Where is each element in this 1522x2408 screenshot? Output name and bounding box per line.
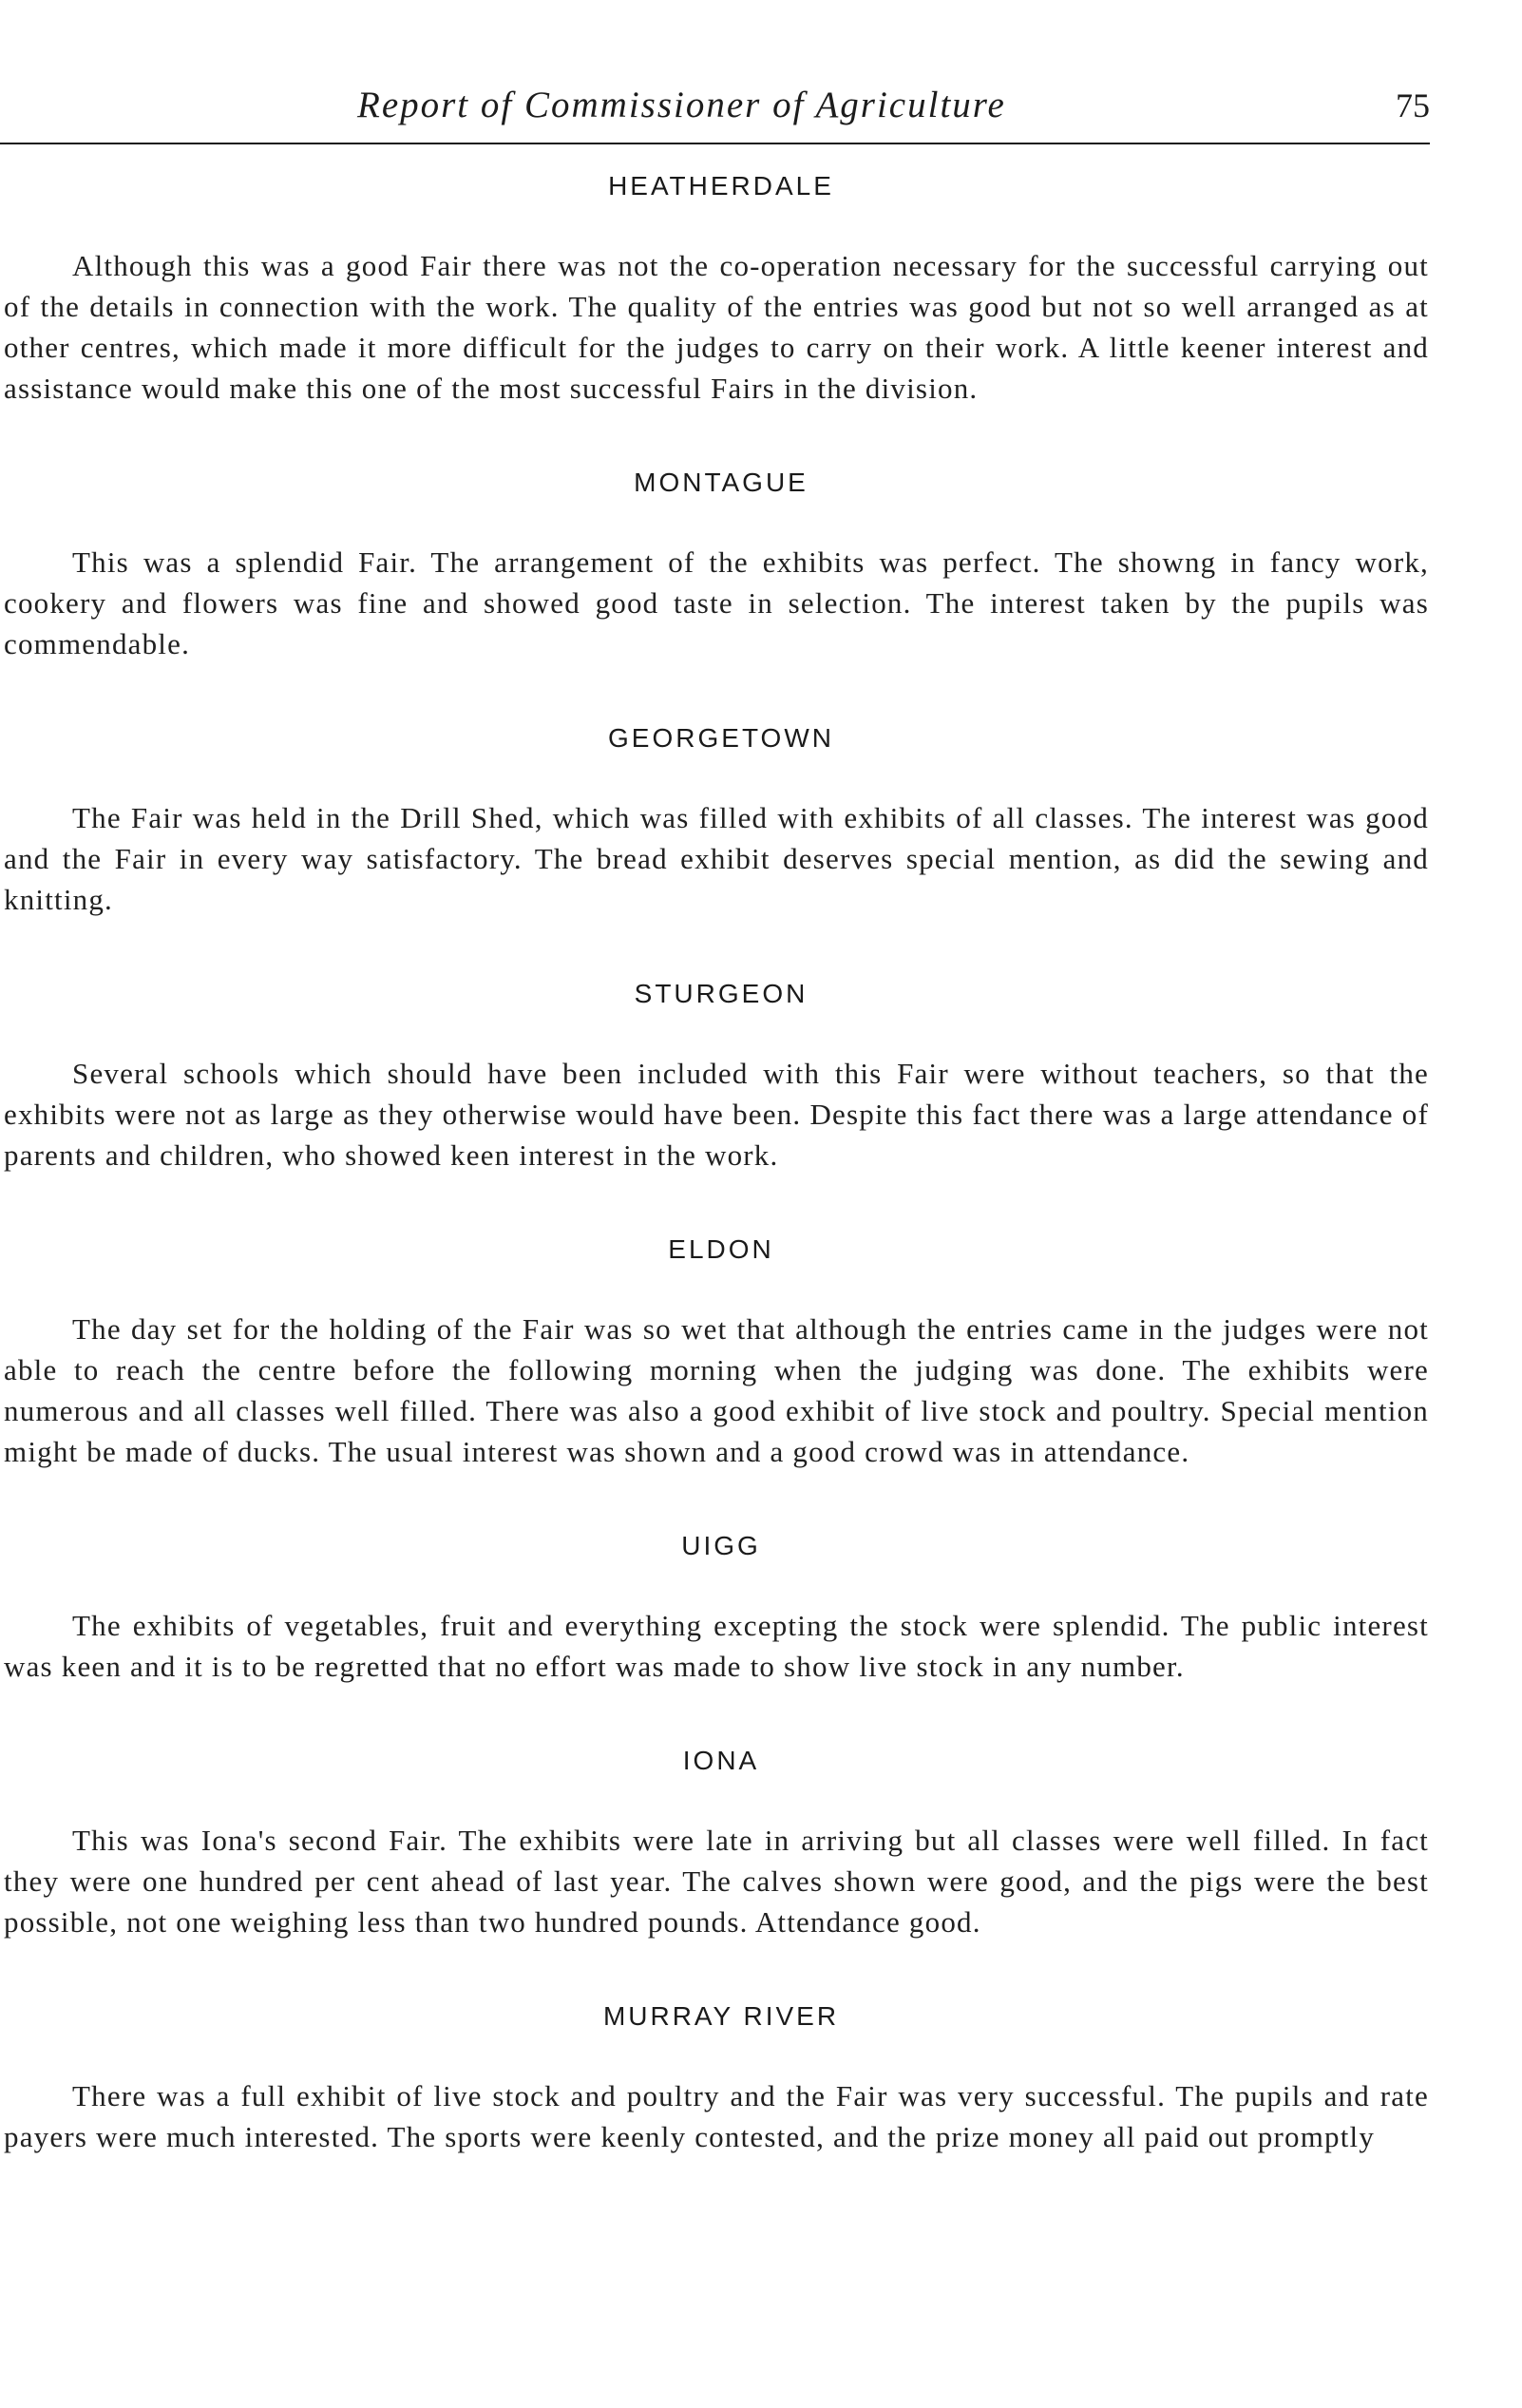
section-body: The day set for the holding of the Fair was so wet that although the entries came in the judges were not able to reach the centre before the following morning when the judging was done. The exhibits were numerous and all classes well filled. There was also a good exhibit of live stock and poultry. Special mention might be made of ducks. The usual interest was shown and a good crowd was in attendance. [4,1312,1429,1468]
section-heading: GEORGETOWN [608,723,834,753]
running-header [0,84,1430,144]
section-body: This was a splendid Fair. The arrangement of the exhibits was perfect. The showng in fancy work, cookery and flowers was fine and showed good taste in selection. The interest taken by the pupils was commendable. [4,545,1429,660]
section-montague [4,466,1429,664]
section-body: Several schools which should have been included with this Fair were without teachers, so that the exhibits were not as large as they otherwise would have been. Despite this fact there was a large attendance of parents and children, who showed keen interest in the work. [4,1057,1429,1172]
running-title: Report of Commissioner of Agriculture [357,85,1006,125]
section-body: There was a full exhibit of live stock and poultry and the Fair was very successful. The pupils and rate payers were much interested. The sports were keenly contested, and the prize money all paid out promptly [4,2079,1429,2153]
section-heading: MONTAGUE [634,468,809,497]
section-heading: UIGG [681,1531,761,1560]
section-body: The exhibits of vegetables, fruit and everything excepting the stock were splendid. The public interest was keen and it is to be regretted that no effort was made to show live stock in any number. [4,1609,1429,1683]
section-body: This was Iona's second Fair. The exhibits were late in arriving but all classes were well filled. In fact they were one hundred per cent ahead of last year. The calves shown were good, and the pigs were the best possible, not one weighing less than two hundred pounds. Attendance good. [4,1824,1429,1939]
section-heading: STURGEON [634,979,809,1008]
section-body: The Fair was held in the Drill Shed, which was filled with exhibits of all classes. The interest was good and the Fair in every way satisfactory. The bread exhibit deserves special mention, as did the sewing and knitting. [4,801,1429,916]
section-heading: MURRAY RIVER [602,2001,840,2031]
section-heading: IONA [682,1746,760,1775]
section-heading: HEATHERDALE [608,171,834,201]
section-georgetown [4,721,1429,920]
page-number: 75 [1396,86,1430,124]
section-uigg [4,1529,1429,1687]
page-content [4,169,1429,2157]
section-iona [4,1744,1429,1942]
section-eldon [4,1233,1429,1472]
section-heatherdale [4,169,1429,409]
section-murray-river [4,1999,1429,2157]
section-body: Although this was a good Fair there was not the co-operation necessary for the successful carrying out of the details in connection with the work. The quality of the entries was good but not so well arranged as at other centres, which made it more difficult for the judges to carry on their work. A little keener interest and assistance would make this one of the most successful Fairs in the division. [4,249,1429,405]
section-heading: ELDON [668,1234,774,1264]
section-sturgeon [4,977,1429,1175]
